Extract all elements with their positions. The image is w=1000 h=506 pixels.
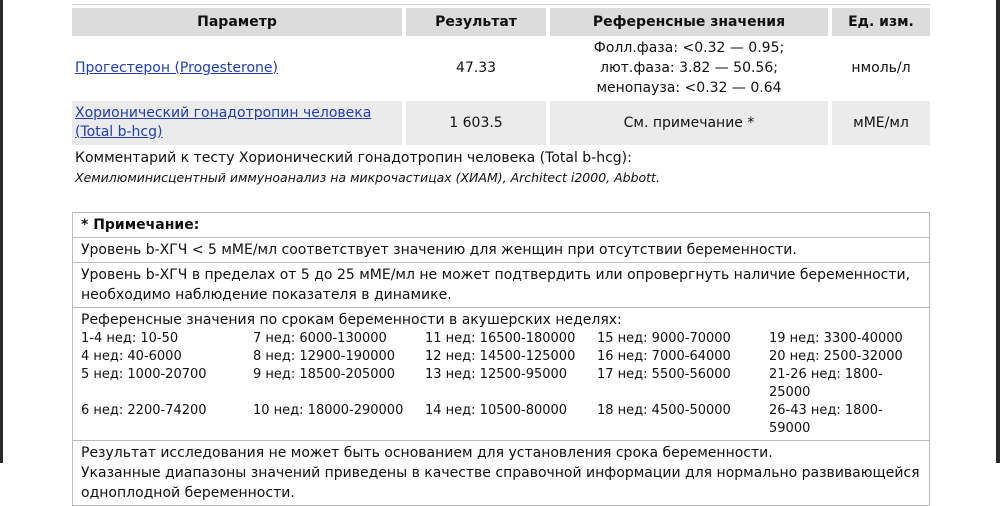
header-parameter: Параметр [72, 8, 402, 36]
reference-cell [550, 36, 828, 100]
right-frame-edge [996, 0, 1000, 463]
week-cell: 7 нед: 6000-130000 [253, 331, 387, 346]
week-cell: 18 нед: 4500-50000 [597, 403, 731, 418]
hcg-link[interactable] [75, 104, 371, 142]
unit-value: нмоль/л [851, 60, 911, 76]
reference-line: Фолл.фаза: <0.32 — 0.95; [593, 40, 785, 56]
note-text-line: необходимо наблюдение показателя в динамике. [81, 287, 452, 303]
hcg-link-line2: (Total b-hcg) [75, 124, 163, 140]
week-cell: 16 нед: 7000-64000 [597, 349, 731, 364]
hcg-link-line1: Хорионический гонадотропин человека [75, 105, 372, 121]
week-cell: 1-4 нед: 10-50 [81, 331, 179, 346]
left-frame-edge [0, 0, 3, 463]
note-text-line: Указанные диапазоны значений приведены в качестве справочной информации для нормально развивающейся [81, 465, 920, 481]
week-cell: 11 нед: 16500-180000 [425, 331, 576, 346]
reference-line: менопауза: <0.32 — 0.64 [596, 80, 782, 96]
weeks-caption: Референсные значения по срокам беременности в акушерских неделях: [81, 312, 622, 328]
week-cell: 26-43 нед: 1800-59000 [769, 403, 883, 436]
progesterone-link[interactable]: Прогестерон (Progesterone) [75, 60, 278, 76]
week-cell: 9 нед: 18500-205000 [253, 367, 396, 382]
week-cell: 19 нед: 3300-40000 [769, 331, 903, 346]
week-cell: 4 нед: 40-6000 [81, 349, 182, 364]
note-paragraph [73, 263, 929, 308]
param-cell [72, 36, 402, 100]
week-cell: 5 нед: 1000-20700 [81, 367, 207, 382]
week-cell: 12 нед: 14500-125000 [425, 349, 576, 364]
week-cell: 6 нед: 2200-74200 [81, 403, 207, 418]
note-paragraph: Уровень b-ХГЧ < 5 мМЕ/мл соответствует значению для женщин при отсутствии беременности. [73, 238, 929, 263]
comment-method: Хемилюминисцентный иммуноанализ на микрочастицах (ХИАМ), Architect i2000, Abbott. [75, 170, 660, 185]
table-header [72, 8, 930, 36]
comment-title: Комментарий к тесту Хорионический гонадотропин человека (Total b-hcg): [75, 150, 632, 166]
header-reference: Референсные значения [550, 8, 828, 36]
result-value: 1 603.5 [406, 101, 546, 145]
week-cell: 10 нед: 18000-290000 [253, 403, 404, 418]
note-text-line: Уровень b-ХГЧ в пределах от 5 до 25 мМЕ/мл не может подтвердить или опровергнуть наличие беременности, [81, 267, 911, 283]
week-cell: 21-26 нед: 1800-25000 [769, 367, 883, 400]
reference-line: лют.фаза: 3.82 — 50.56; [600, 60, 778, 76]
week-cell: 14 нед: 10500-80000 [425, 403, 568, 418]
table-row [72, 36, 930, 100]
header-result: Результат [406, 8, 546, 36]
note-box [72, 212, 930, 506]
table-row [72, 101, 930, 145]
results-table [72, 8, 930, 145]
header-unit: Ед. изм. [832, 8, 930, 36]
note-text-line: Результат исследования не может быть основанием для установления срока беременности. [81, 445, 773, 461]
weeks-section [73, 308, 929, 441]
note-last-block [73, 441, 929, 505]
note-title: * Примечание: [73, 213, 929, 238]
unit-value: мМЕ/мл [832, 101, 930, 145]
week-cell: 17 нед: 5500-56000 [597, 367, 731, 382]
result-value: 47.33 [455, 60, 497, 76]
param-cell [72, 101, 402, 145]
week-cell: 20 нед: 2500-32000 [769, 349, 903, 364]
top-divider [72, 0, 930, 5]
weeks-grid [81, 330, 921, 438]
week-cell: 8 нед: 12900-190000 [253, 349, 396, 364]
week-cell: 13 нед: 12500-95000 [425, 367, 568, 382]
week-cell: 15 нед: 9000-70000 [597, 331, 731, 346]
note-text-line: одноплодной беременности. [81, 485, 295, 501]
reference-value: См. примечание * [550, 101, 828, 145]
